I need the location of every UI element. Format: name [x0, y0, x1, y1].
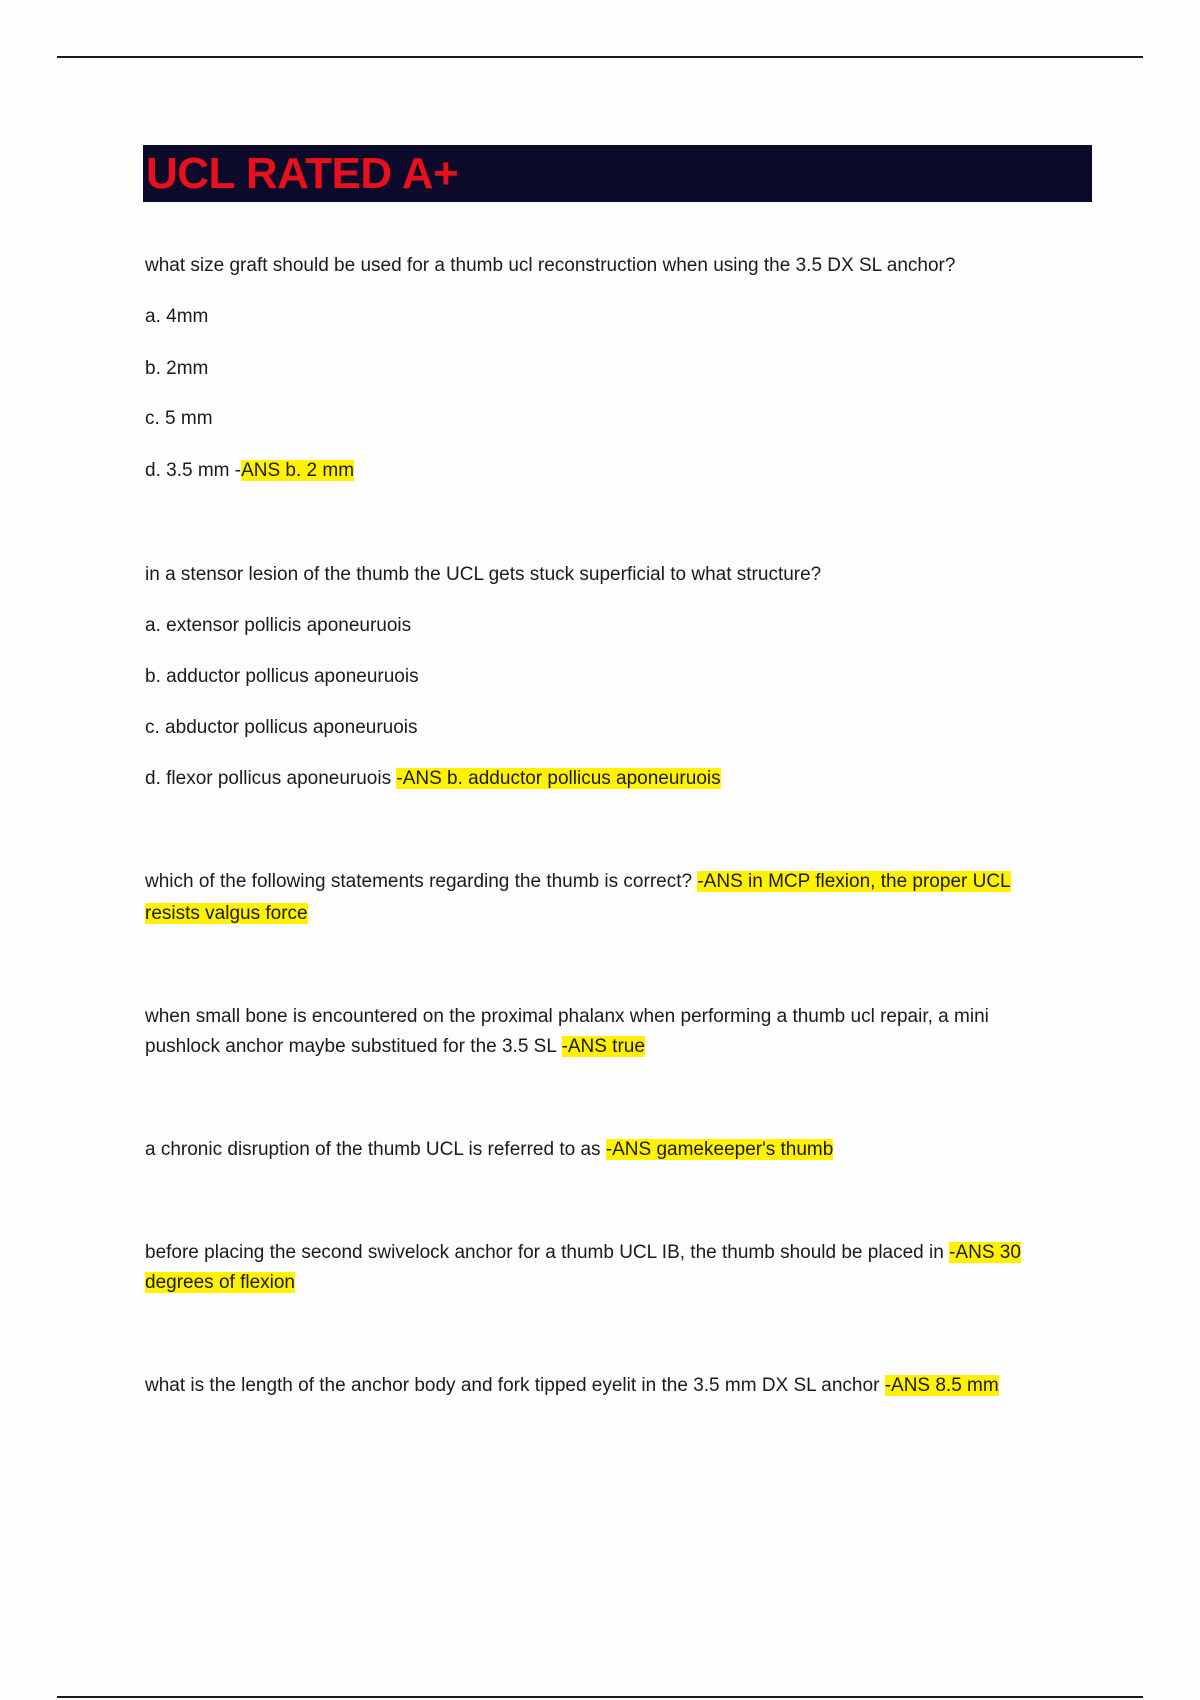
question-3-prompt: which of the following statements regarding the thumb is correct? [145, 871, 698, 892]
header-rule [57, 56, 1143, 58]
question-7-prompt: what is the length of the anchor body and fork tipped eyelit in the 3.5 mm DX SL anchor [145, 1375, 885, 1396]
question-6-answer-part-1: -ANS 30 [949, 1242, 1021, 1263]
question-1-option-a: a. 4mm [145, 306, 209, 327]
question-2-option-d [145, 763, 721, 795]
question-2-option-d-text: d. flexor pollicus aponeuruois [145, 768, 397, 789]
question-1-option-d-text: d. 3.5 mm - [145, 460, 242, 481]
question-2-prompt: in a stensor lesion of the thumb the UCL gets stuck superficial to what structure? [145, 564, 822, 585]
question-6-prompt: before placing the second swivelock anchor for a thumb UCL IB, the thumb should be placed in [145, 1242, 950, 1263]
page-title: UCL RATED A+ [146, 149, 459, 198]
question-6-line-2 [145, 1267, 295, 1299]
question-1-option-b: b. 2mm [145, 358, 209, 379]
question-4-line-2 [145, 1031, 645, 1063]
question-6-line-1 [145, 1237, 1021, 1269]
question-5-answer: -ANS gamekeeper's thumb [605, 1139, 834, 1160]
title-banner [143, 145, 1092, 202]
question-1-option-d [145, 455, 354, 487]
question-2-answer: -ANS b. adductor pollicus aponeuruois [396, 768, 721, 789]
question-6-answer-part-2: degrees of flexion [145, 1272, 295, 1293]
question-4-answer: -ANS true [561, 1036, 645, 1057]
question-7-line [145, 1370, 999, 1402]
question-3-line-1 [145, 866, 1011, 898]
question-1-answer: ANS b. 2 mm [241, 460, 355, 481]
question-3-answer-part-2: resists valgus force [145, 903, 308, 924]
question-2-option-c: c. abductor pollicus aponeuruois [145, 717, 418, 738]
question-7-answer: -ANS 8.5 mm [884, 1375, 999, 1396]
question-2-option-a: a. extensor pollicis aponeuruois [145, 615, 412, 636]
question-5-prompt: a chronic disruption of the thumb UCL is referred to as [145, 1139, 606, 1160]
question-1-option-c: c. 5 mm [145, 408, 213, 429]
question-3-answer-part-1: -ANS in MCP flexion, the proper UCL [697, 871, 1011, 892]
footer-rule [57, 1696, 1143, 1698]
question-3-line-2 [145, 898, 308, 930]
question-5-line [145, 1134, 833, 1166]
question-4-line-1: when small bone is encountered on the proximal phalanx when performing a thumb ucl repair, a mini [145, 1006, 989, 1027]
question-2-option-b: b. adductor pollicus aponeuruois [145, 666, 419, 687]
question-4-prompt-end: pushlock anchor maybe substitued for the 3.5 SL [145, 1036, 562, 1057]
question-1-prompt: what size graft should be used for a thumb ucl reconstruction when using the 3.5 DX SL anchor? [145, 255, 956, 276]
